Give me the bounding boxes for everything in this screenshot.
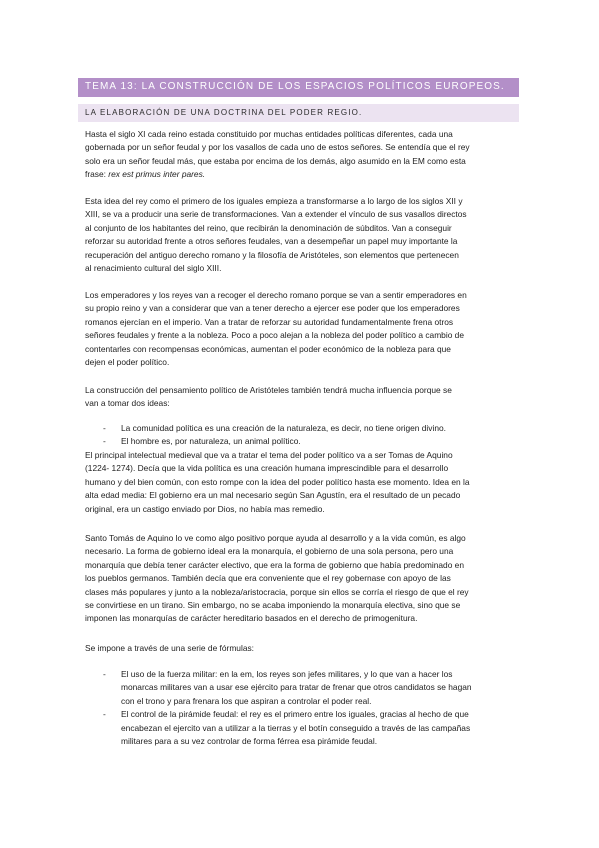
paragraph-3 [85,289,513,369]
bullet-dash: - [103,423,106,433]
text-line: contentarles con recompensas económicas, aumentan el poder económico de la nobleza para que [85,343,451,354]
text-line: reforzar su autoridad frente a otros señores feudales, van a desempeñar un papel muy importante la [85,236,458,247]
text-line: los pueblos germanos. También decía que era conveniente que el rey gobernase con apoyo de las [85,573,451,584]
paragraph-7 [85,642,513,655]
text-line: encabezan el ejercito van a utilizar a la tierras y el botín conseguido a través de las campañas [121,722,471,733]
text-line: gobernada por un señor feudal y por los vasallos de cada uno de estos señores. Se entendía que el rey [85,142,470,153]
text-line: al renacimiento cultural del siglo XIII. [85,263,222,274]
text-line: al conjunto de los habitantes del reino, que recibirán la denominación de súbditos. Van a conseguir [85,222,452,233]
paragraph-5 [85,449,513,516]
text-line: necesario. La forma de gobierno ideal era la monarquía, el gobierno de una sola persona, pero una [85,546,454,557]
list-item [85,708,513,748]
paragraph-2 [85,195,513,275]
text-line: con el trono y para frenara los que aspiran a controlar el poder real. [121,695,372,706]
text-line: El uso de la fuerza militar: en la em, los reyes son jefes militares, y lo que van a hacer los [121,669,453,679]
text-line: humano y del bien común, con esto rompe con la idea del poder político hasta ese momento. Idea en la [85,476,470,487]
bullet-dash: - [103,669,106,679]
text-line: militares para a su vez controlar de forma férrea esa pirámide feudal. [121,736,378,747]
text-line: original, era un castigo enviado por Dios, no había mas remedio. [85,503,325,514]
text-line: La construcción del pensamiento político de Aristóteles también tendrá mucha influencia porque se [85,385,452,395]
text-line: señores feudales y frente a la nobleza. Poco a poco alejan a la nobleza del poder político a cambio de [85,330,464,341]
text-line: XIII, se va a producir una serie de transformaciones. Van a extender el vínculo de sus vasallos directos [85,209,467,220]
paragraph-1 [85,128,513,182]
text-fragment: frase: [85,169,109,180]
text-line: Santo Tomás de Aquino lo ve como algo positivo porque ayuda al desarrollo y a la vida común, es algo [85,533,466,543]
formulas-list [85,668,513,748]
text-line: El principal intelectual medieval que va a tratar el tema del poder político va a ser Tomas de Aquino [85,450,453,460]
text-line: su propio reino y van a considerar que van a tener derecho a ejercer ese poder que los emperadores [85,303,460,314]
text-line: imponen las monarquías de carácter hereditario basados en el derecho de primogenitura. [85,613,418,624]
text-line: La comunidad política es una creación de la naturaleza, es decir, no tiene origen divino. [121,423,446,433]
text-line: (1224- 1274). Decía que la vida política es una creación humana imprescindible para el desarrollo [85,463,449,474]
text-line: recuperación del antiguo derecho romano y la filosofía de Aristóteles, son elementos que pertenecen [85,249,459,260]
section-heading: LA ELABORACIÓN DE UNA DOCTRINA DEL PODER REGIO. [85,108,363,117]
text-line: alta edad media: El gobierno era un mal necesario según San Agustín, era el resultado de un pecado [85,490,461,501]
paragraph-6 [85,532,513,626]
text-line: Hasta el siglo XI cada reino estada constituido por muchas entidades políticas diferentes, cada una [85,129,453,139]
text-line: romanos ejercían en el imperio. Van a tratar de reforzar su autoridad fundamentalmente frena otros [85,316,454,327]
chapter-title-bar [78,78,519,97]
text-line: Se impone a través de una serie de fórmulas: [85,643,254,653]
text-line: dejen el poder político. [85,357,170,368]
ideas-list [85,422,513,449]
list-item [85,422,513,435]
text-line: El control de la pirámide feudal: el rey es el primero entre los iguales, gracias al hecho de que [121,709,469,720]
bullet-dash: - [103,436,106,447]
text-line: Los emperadores y los reyes van a recoger el derecho romano porque se van a sentir emperadores en [85,290,467,300]
text-line [85,168,513,181]
text-line: solo era un señor feudal más, que estaba por encima de los demás, algo asumido en la EM como esta [85,155,466,166]
text-line: monarquía que debía tener carácter electivo, que era la forma de gobierno que había predominado en [85,559,464,570]
list-item [85,435,513,448]
text-line: Esta idea del rey como el primero de los iguales empieza a transformarse a lo largo de los siglos XII y [85,196,463,206]
latin-phrase: rex est primus inter pares. [108,169,206,180]
text-line: monarcas militares van a usar ese ejército para tratar de frenar que otros candidatos se hagan [121,682,472,693]
text-line: clases más populares y junto a la nobleza/aristocracia, porque sin ellos se corría el riesgo de que el rey [85,586,469,597]
list-item [85,668,513,708]
bullet-dash: - [103,709,106,720]
paragraph-4 [85,384,513,411]
text-line: El hombre es, por naturaleza, un animal político. [121,436,301,447]
text-line: se convirtiese en un tirano. Sin embargo, no se acaba imponiendo la monarquía electiva, sino que se [85,600,461,611]
section-heading-bar [78,104,519,122]
chapter-title: TEMA 13: LA CONSTRUCCIÓN DE LOS ESPACIOS POLÍTICOS EUROPEOS. [85,81,505,92]
text-line: van a tomar dos ideas: [85,398,170,409]
